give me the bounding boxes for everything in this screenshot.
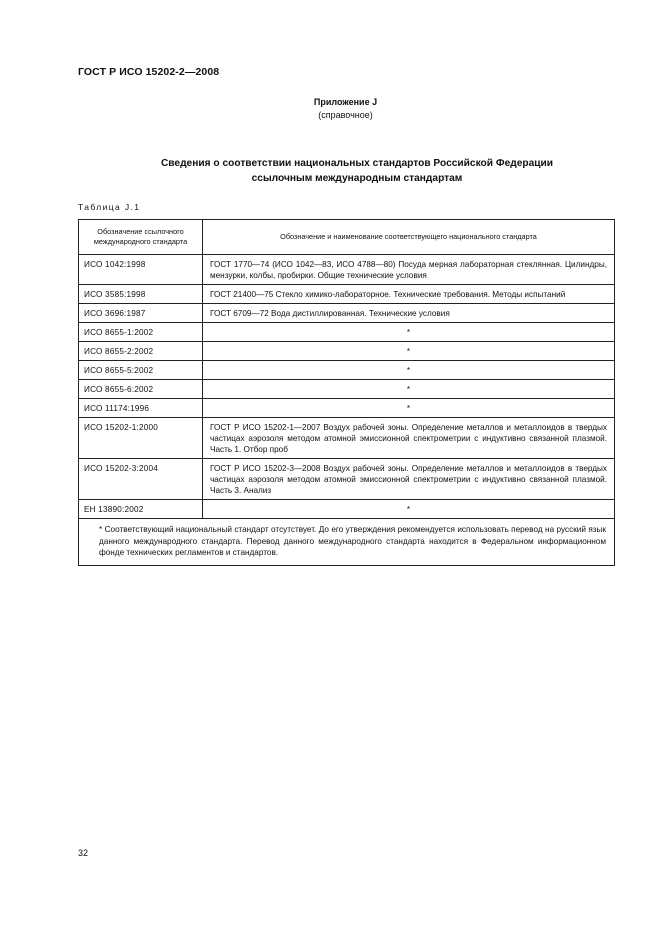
- ref-cell: ИСО 15202-1:2000: [79, 418, 203, 459]
- page-number: 32: [78, 848, 89, 858]
- table-row: [79, 323, 615, 342]
- national-cell: *: [203, 323, 615, 342]
- document-code: ГОСТ Р ИСО 15202-2—2008: [78, 66, 220, 78]
- table-row: [79, 380, 615, 399]
- table-row: [79, 399, 615, 418]
- section-title-line-2: ссылочным международным стандартам: [251, 173, 463, 184]
- table-row: [79, 418, 615, 459]
- header-national-standard: Обозначение и наименование соответствующего национального стандарта: [203, 220, 615, 255]
- ref-cell: ИСО 8655-1:2002: [79, 323, 203, 342]
- annex-status: (справочное): [318, 110, 373, 120]
- national-cell: ГОСТ 1770—74 (ИСО 1042—83, ИСО 4788—80) Посуда мерная лабораторная стеклянная. Цилиндры, мензурки, колбы, пробирки. Общие технические условия: [203, 255, 615, 285]
- header-international-standard: Обозначение ссылочного международного стандарта: [79, 220, 203, 255]
- annex-title: Приложение J: [313, 97, 378, 107]
- section-title-line-1: Сведения о соответствии национальных стандартов Российской Федерации: [160, 158, 554, 169]
- national-cell: *: [203, 342, 615, 361]
- standards-table: [78, 219, 615, 566]
- table-row: [79, 459, 615, 500]
- ref-cell: ИСО 1042:1998: [79, 255, 203, 285]
- footnote-row: [79, 519, 615, 566]
- national-cell: *: [203, 500, 615, 519]
- section-title: [78, 156, 616, 186]
- ref-cell: ИСО 8655-2:2002: [79, 342, 203, 361]
- ref-cell: ИСО 3696:1987: [79, 304, 203, 323]
- table-row: [79, 361, 615, 380]
- table-footnote: [79, 519, 615, 566]
- national-cell: *: [203, 380, 615, 399]
- ref-cell: ИСО 3585:1998: [79, 285, 203, 304]
- table-body: [79, 255, 615, 566]
- national-cell: ГОСТ 21400—75 Стекло химико-лабораторное. Технические требования. Методы испытаний: [203, 285, 615, 304]
- table-label: Таблица J.1: [78, 202, 141, 212]
- ref-cell: ИСО 11174:1996: [79, 399, 203, 418]
- table-row: [79, 304, 615, 323]
- national-cell: ГОСТ Р ИСО 15202-1—2007 Воздух рабочей зоны. Определение металлов и металлоидов в твердых частицах аэрозоля методом атомной эмиссионной спектрометрии с индуктивно связанной плазмой. Часть 1. Отбор проб: [203, 418, 615, 459]
- ref-cell: ИСО 15202-3:2004: [79, 459, 203, 500]
- table-row: [79, 342, 615, 361]
- table-row: [79, 500, 615, 519]
- national-cell: ГОСТ Р ИСО 15202-3—2008 Воздух рабочей зоны. Определение металлов и металлоидов в твердых частицах аэрозоля методом атомной эмиссионной спектрометрии с индуктивно связанной плазмой. Часть 3. Анализ: [203, 459, 615, 500]
- table-row: [79, 285, 615, 304]
- ref-cell: ЕН 13890:2002: [79, 500, 203, 519]
- footnote-text: * Соответствующий национальный стандарт отсутствует. До его утверждения рекомендуется использовать перевод на русский язык данного международного стандарта. Перевод данного международного стандарта находится в Федеральном информационном фонде технических регламентов и стандартов.: [99, 525, 606, 557]
- national-cell: ГОСТ 6709—72 Вода дистиллированная. Технические условия: [203, 304, 615, 323]
- national-cell: *: [203, 361, 615, 380]
- annex-heading: [0, 96, 661, 122]
- ref-cell: ИСО 8655-5:2002: [79, 361, 203, 380]
- ref-cell: ИСО 8655-6:2002: [79, 380, 203, 399]
- table-header-row: [79, 220, 615, 255]
- national-cell: *: [203, 399, 615, 418]
- table-row: [79, 255, 615, 285]
